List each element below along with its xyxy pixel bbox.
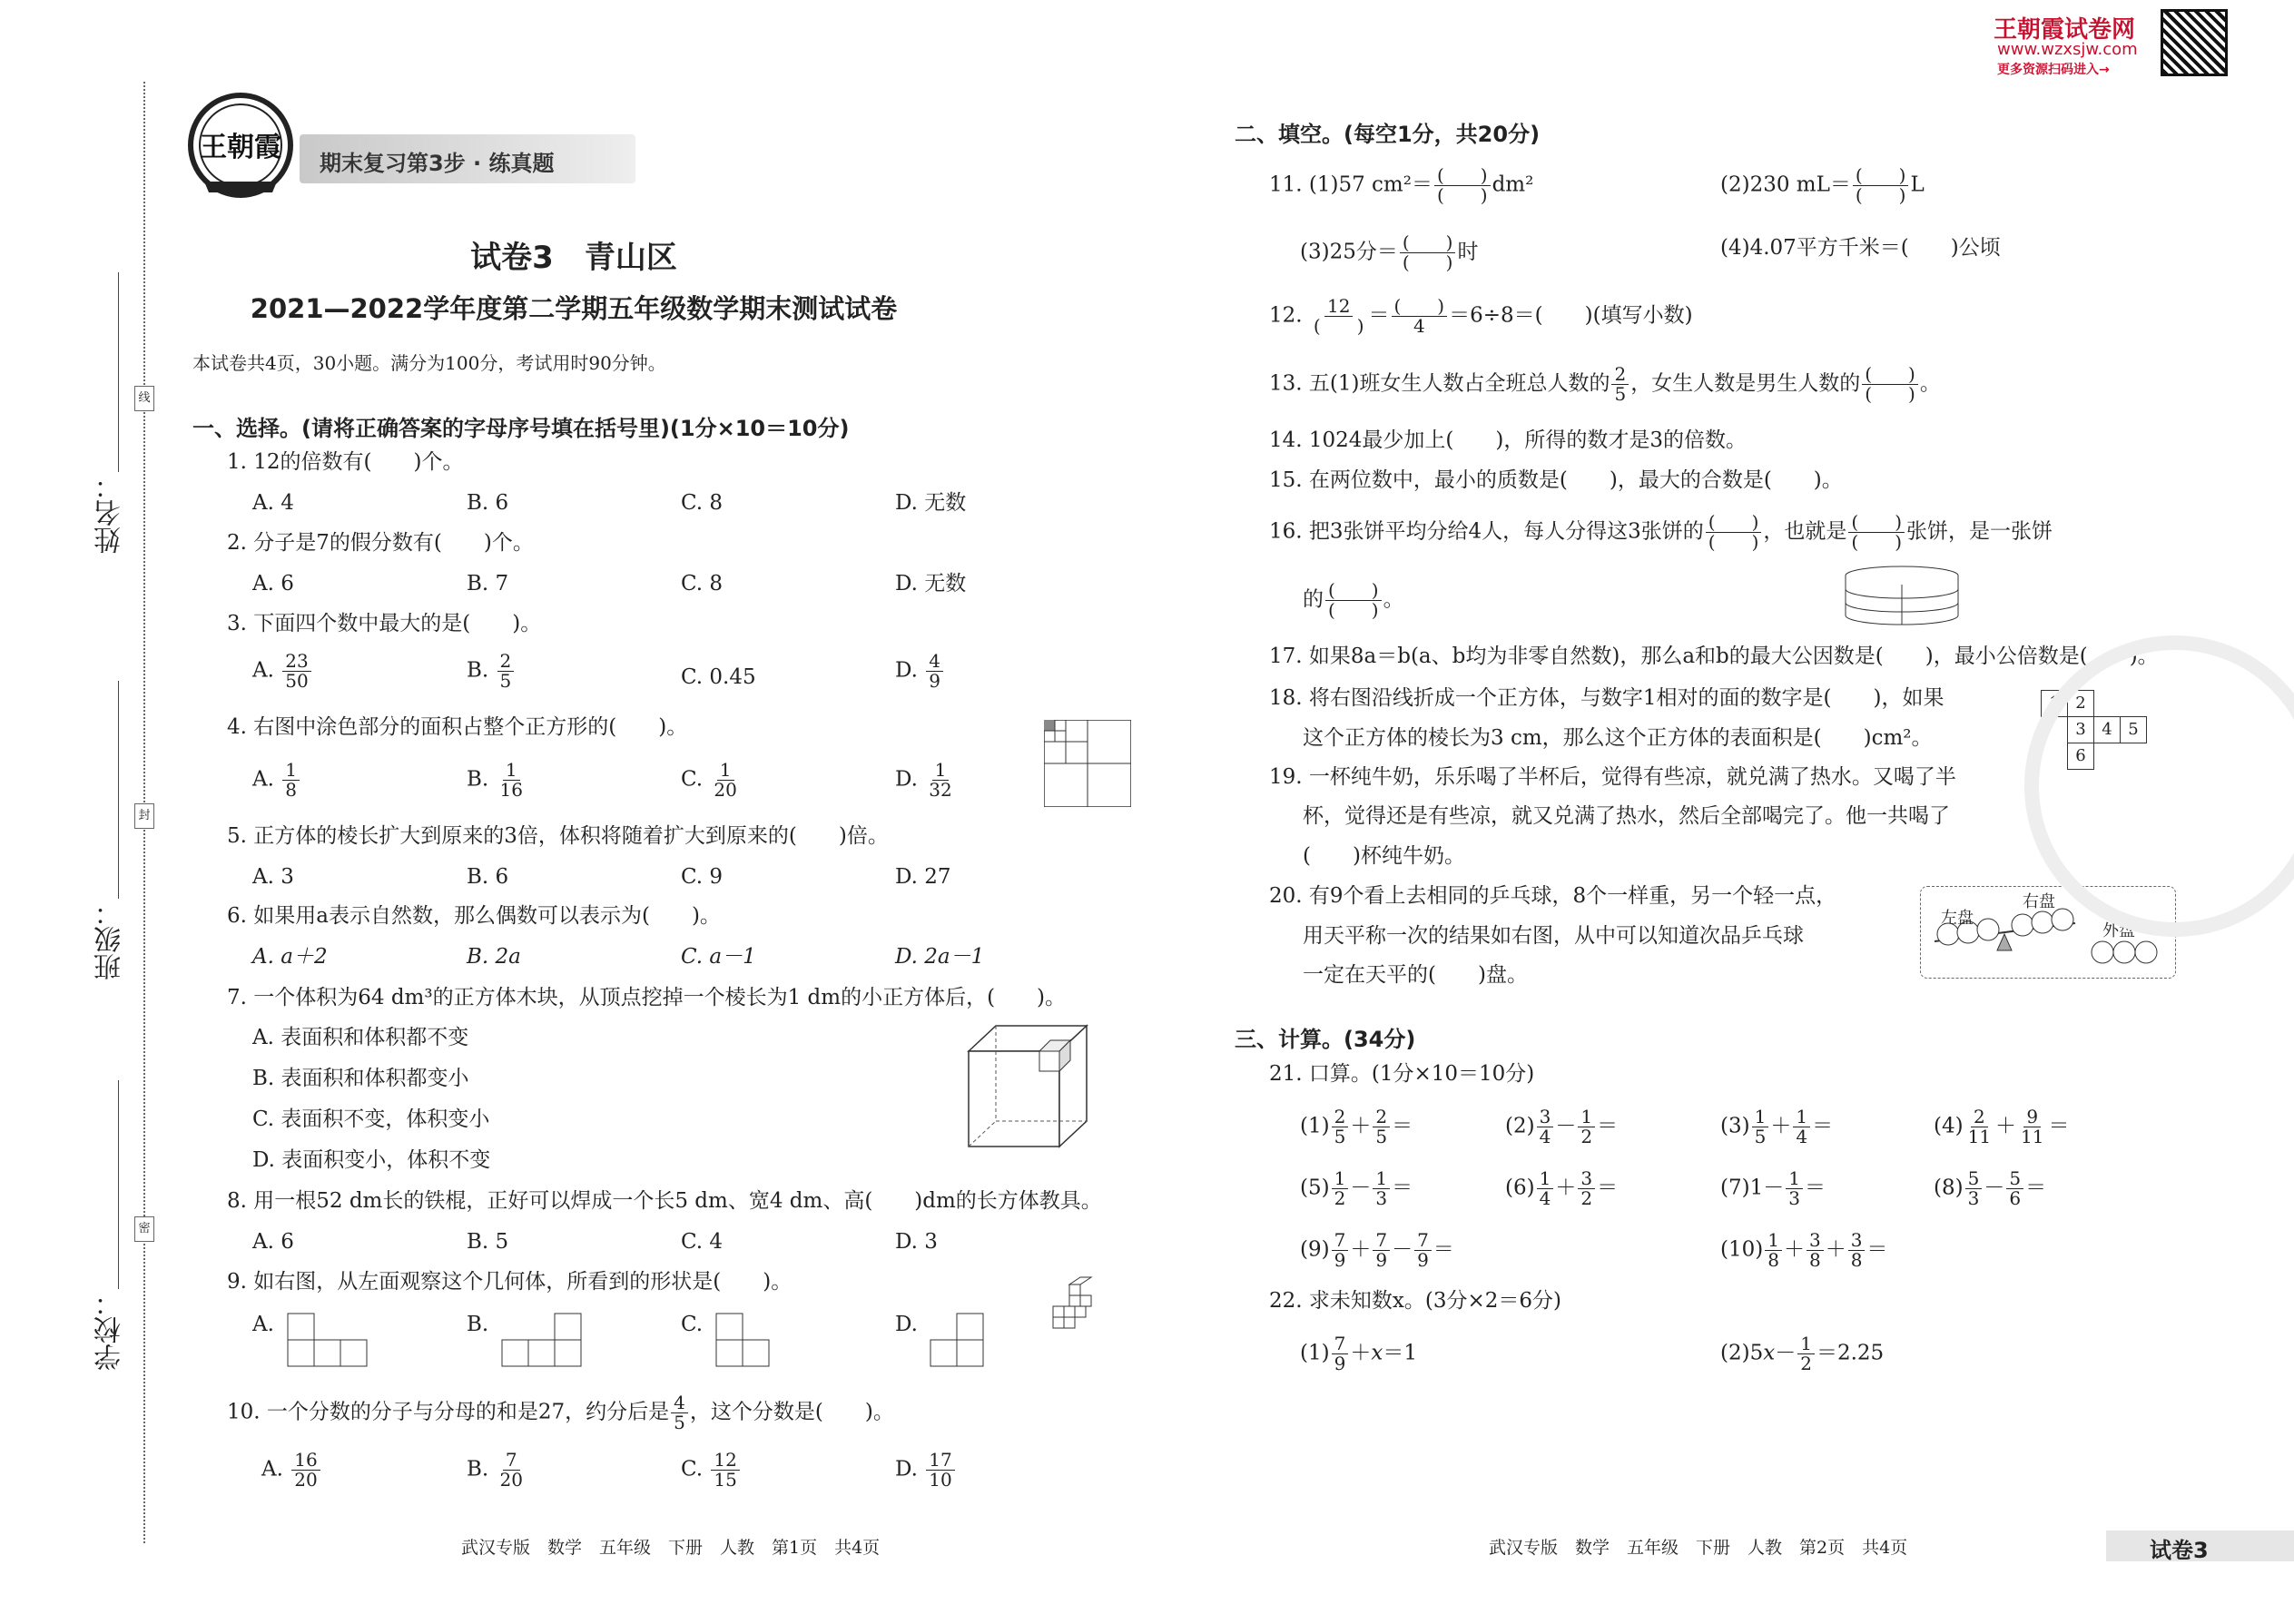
site-brand: 王朝霞试卷网 [1994, 16, 2136, 44]
calc-7: (7)1－ $\frac{1}{3}$ ＝ [1720, 1167, 1826, 1209]
class-label: 班级： [94, 899, 126, 980]
q1-option-a[interactable]: A. 4 [252, 491, 294, 515]
paper-subtitle: 2021—2022学年度第二学期五年级数学期末测试试卷 [250, 293, 898, 324]
q8-stem: 8. 用一根52 dm长的铁棍，正好可以焊成一个长5 dm、宽4 dm、高( )dm的长方体教具。 [227, 1189, 1102, 1213]
net-cell-3: 3 [2067, 716, 2094, 743]
corner-label: 试卷3 [2150, 1538, 2209, 1563]
school-label: 学校： [94, 1289, 126, 1371]
q5-option-c[interactable]: C. 9 [681, 865, 724, 889]
paper-title: 试卷3 青山区 [470, 240, 677, 276]
q1-option-d[interactable]: D. 无数 [895, 491, 967, 515]
q4-option-b[interactable]: B. $\frac{1}{16}$ [467, 759, 523, 801]
step-banner-text: 期末复习第3步 · 练真题 [320, 151, 555, 176]
calc-3: (3) $\frac{1}{5}$ ＋ $\frac{1}{4}$ ＝ [1720, 1106, 1834, 1147]
binding-mark-secret: 密 [134, 1216, 154, 1242]
class-underline [118, 681, 119, 899]
balance-outside-label: 外盘 [2102, 921, 2135, 940]
q14: 14. 1024最少加上( )，所得的数才是3的倍数。 [1269, 428, 1748, 452]
q19-line1: 19. 一杯纯牛奶，乐乐喝了半杯后，觉得有些凉，就兑满了热水。又喝了半 [1269, 765, 1956, 789]
q8-option-a[interactable]: A. 6 [252, 1230, 294, 1254]
net-cell-2: 2 [2067, 690, 2094, 717]
net-cell-5: 5 [2120, 716, 2147, 743]
q2-option-a[interactable]: A. 6 [252, 572, 294, 595]
q6-option-c[interactable]: C. a－1 [681, 945, 756, 969]
section1-title: 一、选择。(请将正确答案的字母序号填在括号里)(1分×10＝10分) [192, 416, 850, 441]
q7-option-d[interactable]: D. 表面积变小，体积不变 [252, 1148, 491, 1172]
q3-option-c[interactable]: C. 0.45 [681, 665, 756, 689]
q9-stem: 9. 如右图，从左面观察这个几何体，所看到的形状是( )。 [227, 1270, 793, 1294]
net-cell-1: 1 [2041, 690, 2068, 717]
qr-code-icon [2161, 9, 2228, 76]
balance-left-label: 左盘 [1941, 909, 1974, 928]
footer-right: 武汉专版 数学 五年级 下册 人教 第2页 共4页 [1489, 1538, 1908, 1558]
q10-stem: 10. 一个分数的分子与分母的和是27，约分后是 $\frac{4}{5}$ ，这个分数是( )。 [227, 1392, 894, 1433]
q9-shape-c [715, 1313, 772, 1367]
q2-stem: 2. 分子是7的假分数有( )个。 [227, 531, 534, 555]
q9-option-a[interactable]: A. [252, 1313, 274, 1336]
calc-2: (2) $\frac{3}{4}$ － $\frac{1}{2}$ ＝ [1505, 1106, 1619, 1147]
q9-shape-d [930, 1313, 986, 1367]
q6-stem: 6. 如果用a表示自然数，那么偶数可以表示为( )。 [227, 904, 721, 928]
q15: 15. 在两位数中，最小的质数是( )，最大的合数是( )。 [1269, 468, 1843, 492]
net-cell-4: 4 [2093, 716, 2121, 743]
q2-option-c[interactable]: C. 8 [681, 572, 724, 595]
q12: 12. $\frac{12}{( )}$ ＝ $\frac{( )}{4}$ ＝6÷8＝( )(填写小数) [1269, 295, 1693, 337]
footer-left: 武汉专版 数学 五年级 下册 人教 第1页 共4页 [461, 1538, 881, 1558]
brand-logo [186, 91, 295, 200]
q4-stem: 4. 右图中涂色部分的面积占整个正方形的( )。 [227, 715, 688, 739]
calc-5: (5) $\frac{1}{2}$ － $\frac{1}{3}$ ＝ [1300, 1167, 1413, 1209]
q6-option-b[interactable]: B. 2a [467, 945, 521, 969]
q3-option-a[interactable]: A. $\frac{23}{50}$ [252, 652, 313, 691]
q7-option-a[interactable]: A. 表面积和体积都不变 [252, 1026, 469, 1049]
calc-6: (6) $\frac{1}{4}$ ＋ $\frac{3}{2}$ ＝ [1505, 1167, 1619, 1209]
q9-option-b[interactable]: B. [467, 1313, 489, 1336]
calc-1: (1) $\frac{2}{5}$ ＋ $\frac{2}{5}$ ＝ [1300, 1106, 1413, 1147]
q4-square-figure [1044, 720, 1131, 811]
q8-option-d[interactable]: D. 3 [895, 1230, 938, 1254]
q11-3: (3)25分＝ $\frac{( )}{( )}$ 时 [1300, 231, 1479, 273]
equation-2: (2)5x－ $\frac{1}{2}$ ＝2.25 [1720, 1333, 1885, 1374]
q4-option-a[interactable]: A. $\frac{1}{8}$ [252, 761, 301, 800]
q21-title: 21. 口算。(1分×10＝10分) [1269, 1062, 1535, 1086]
q10-option-a[interactable]: A. $\frac{16}{20}$ [261, 1451, 322, 1490]
q1-option-c[interactable]: C. 8 [681, 491, 724, 515]
q19-line3: ( )杯纯牛奶。 [1303, 844, 1465, 868]
q17: 17. 如果8a＝b(a、b均为非零自然数)，那么a和b的最大公因数是( )，最小公倍数是( )。 [1269, 645, 2159, 668]
q3-option-d[interactable]: D. $\frac{4}{9}$ [895, 652, 945, 691]
q3-stem: 3. 下面四个数中最大的是( )。 [227, 612, 542, 635]
q9-option-c[interactable]: C. [681, 1313, 704, 1336]
pancake-stack-figure [1843, 565, 1961, 628]
q4-option-d[interactable]: D. $\frac{1}{32}$ [895, 759, 952, 801]
q7-cube-figure [967, 1024, 1094, 1155]
q11-4: (4)4.07平方千米＝( )公顷 [1720, 236, 2001, 260]
q1-stem: 1. 12的倍数有( )个。 [227, 450, 464, 474]
instructions: 本试卷共4页，30小题。满分为100分，考试用时90分钟。 [192, 352, 666, 374]
equation-1: (1) $\frac{7}{9}$ ＋x＝1 [1300, 1333, 1417, 1374]
q19-line2: 杯，觉得还是有些凉，就又兑满了热水，然后全部喝完了。他一共喝了 [1303, 804, 1950, 828]
q7-option-c[interactable]: C. 表面积不变，体积变小 [252, 1107, 490, 1131]
brand-logo-text: 王朝霞 [200, 132, 281, 163]
q8-option-c[interactable]: C. 4 [681, 1230, 724, 1254]
q10-option-b[interactable]: B. $\frac{7}{20}$ [467, 1449, 523, 1491]
q7-option-b[interactable]: B. 表面积和体积都变小 [252, 1067, 469, 1090]
calc-9: (9) $\frac{7}{9}$ ＋ $\frac{7}{9}$ － $\frac{7}{9}$ ＝ [1300, 1229, 1454, 1271]
q1-option-b[interactable]: B. 6 [467, 491, 509, 515]
q3-option-b[interactable]: B. $\frac{2}{5}$ [467, 652, 516, 691]
q10-option-c[interactable]: C. $\frac{12}{15}$ [681, 1451, 742, 1490]
q9-solid-figure [1051, 1275, 1106, 1348]
q6-option-a[interactable]: A. a＋2 [252, 945, 328, 969]
school-underline [118, 1080, 119, 1289]
site-url: www.wzxsjw.com [1997, 40, 2138, 59]
q13: 13. 五(1)班女生人数占全班总人数的 $\frac{2}{5}$ ，女生人数是男生人数的 $\frac{( )}{( )}$ 。 [1269, 363, 1941, 405]
calc-10: (10) $\frac{1}{8}$ ＋ $\frac{3}{8}$ ＋ $\frac{3}{8}$ ＝ [1720, 1229, 1888, 1271]
binding-mark-line: 线 [134, 386, 154, 411]
q20-line1: 20. 有9个看上去相同的乒乓球，8个一样重，另一个轻一点， [1269, 884, 1837, 908]
q18-line1: 18. 将右图沿线折成一个正方体，与数字1相对的面的数字是( )，如果 [1269, 686, 1944, 710]
q9-option-d[interactable]: D. [895, 1313, 918, 1336]
q2-option-d[interactable]: D. 无数 [895, 572, 967, 595]
calc-4: (4) $\frac{2}{11}$ ＋ $\frac{9}{11}$ ＝ [1934, 1106, 2070, 1147]
q11-2: (2)230 mL＝ $\frac{( )}{( )}$ L [1720, 164, 1925, 206]
q5-stem: 5. 正方体的棱长扩大到原来的3倍，体积将随着扩大到原来的( )倍。 [227, 824, 889, 848]
net-cell-6: 6 [2067, 743, 2094, 770]
q18-line2: 这个正方体的棱长为3 cm，那么这个正方体的表面积是( )cm²。 [1303, 726, 1933, 750]
q8-option-b[interactable]: B. 5 [467, 1230, 509, 1254]
q9-shape-a [287, 1313, 369, 1367]
q5-option-d[interactable]: D. 27 [895, 865, 951, 889]
calc-8: (8) $\frac{5}{3}$ － $\frac{5}{6}$ ＝ [1934, 1167, 2047, 1209]
q20-line3: 一定在天平的( )盘。 [1303, 963, 1528, 987]
section2-title: 二、填空。(每空1分，共20分) [1235, 122, 1541, 147]
q5-option-a[interactable]: A. 3 [252, 865, 294, 889]
q7-stem: 7. 一个体积为64 dm³的正方体木块，从顶点挖掉一个棱长为1 dm的小正方体后，( )。 [227, 986, 1067, 1009]
q22-title: 22. 求未知数x。(3分×2＝6分) [1269, 1289, 1561, 1313]
q16-line2: 的 $\frac{( )}{( )}$ 。 [1303, 579, 1404, 621]
q6-option-d[interactable]: D. 2a－1 [895, 945, 985, 969]
balance-right-label: 右盘 [2023, 892, 2055, 911]
q5-option-b[interactable]: B. 6 [467, 865, 509, 889]
q16-line1: 16. 把3张饼平均分给4人，每人分得这3张饼的 $\frac{( )}{( )}$ ，也就是 $\frac{( )}{( )}$ 张饼，是一张饼 [1269, 511, 2053, 553]
q9-shape-b [501, 1313, 583, 1367]
binding-mark-seal: 封 [134, 803, 154, 829]
q2-option-b[interactable]: B. 7 [467, 572, 509, 595]
site-tip: 更多资源扫码进入→ [1997, 63, 2110, 77]
q4-option-c[interactable]: C. $\frac{1}{20}$ [681, 759, 737, 801]
q20-line2: 用天平称一次的结果如右图，从中可以知道次品乒乓球 [1303, 924, 1804, 948]
name-label: 姓名： [94, 472, 126, 554]
section3-title: 三、计算。(34分) [1235, 1027, 1416, 1052]
q11-1: 11. (1)57 cm²＝ $\frac{( )}{( )}$ dm² [1269, 164, 1534, 206]
q10-option-d[interactable]: D. $\frac{17}{10}$ [895, 1451, 957, 1490]
